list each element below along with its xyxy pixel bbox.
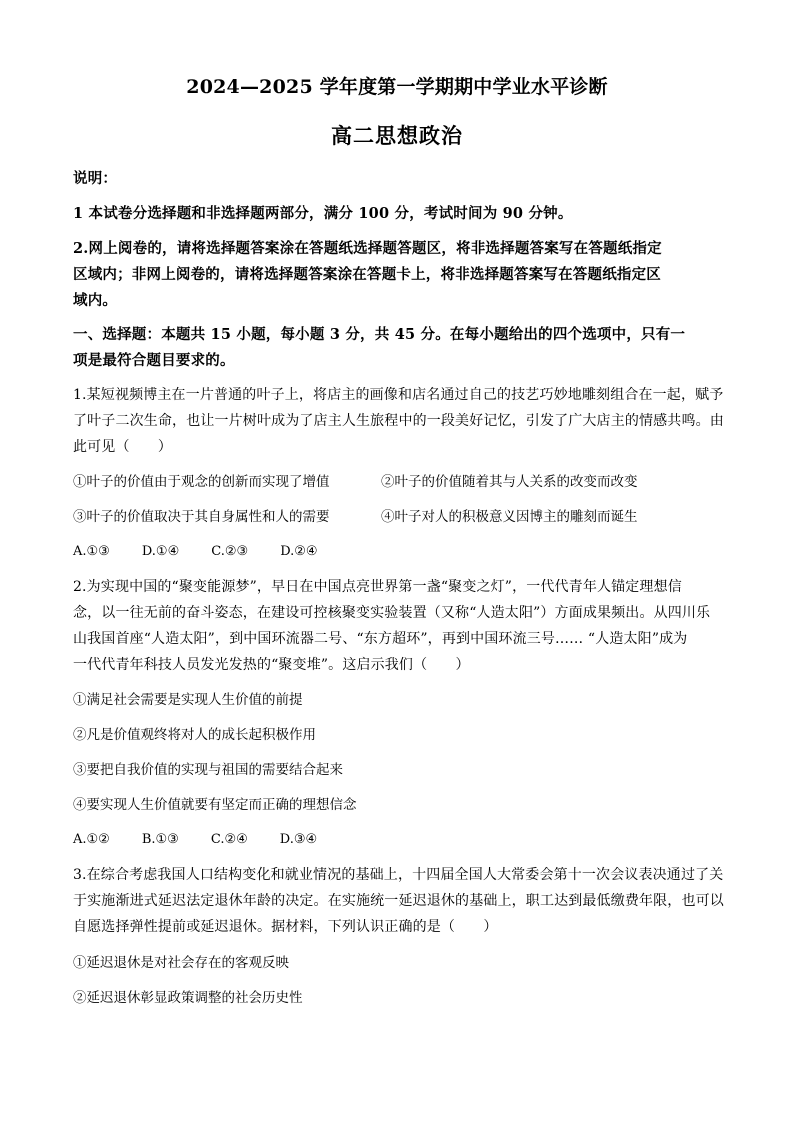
notes-item-1: 1 本试卷分选择题和非选择题两部分，满分 100 分，考试时间为 90 分钟。 [73,205,573,222]
q1-choice-a: A.①③ [73,544,110,559]
q2-option-4: ④要实现人生价值就要有坚定而正确的理想信念 [73,797,357,813]
q2-stem-line-4: 一代代青年科技人员发光发热的“聚变堆”。这启示我们（ ） [73,657,470,673]
q2-choice-a: A.①② [73,832,110,847]
q3-option-2: ②延迟退休彰显政策调整的社会历史性 [73,990,303,1006]
q3-stem-line-3: 自愿选择弹性提前或延迟退休。据材料，下列认识正确的是（ ） [73,919,498,935]
q1-stem-line-2: 了叶子二次生命，也让一片树叶成为了店主人生旅程中的一段美好记忆，引发了广大店主的情感共鸣。由 [73,413,724,429]
q2-stem-line-2: 念，以一往无前的奋斗姿态，在建设可控核聚变实验装置（又称“人造太阳”）方面成果频出。从四川乐 [73,605,711,621]
q2-stem-line-3: 山我国首座“人造太阳”，到中国环流器二号、“东方超环”，再到中国环流三号…… “人造太阳”成为 [73,631,688,647]
exam-subject: 高二思想政治 [331,123,463,148]
notes-item-2-line-3: 域内。 [73,292,118,309]
q1-option-1: ①叶子的价值由于观念的创新而实现了增值 [73,474,330,490]
q2-option-1: ①满足社会需要是实现人生价值的前提 [73,692,303,708]
q1-choice-d: D.②④ [280,544,318,559]
q3-stem-line-2: 于实施渐进式延迟法定退休年龄的决定。在实施统一延迟退休的基础上，职工达到最低缴费年限，也可以 [73,893,724,909]
q2-option-3: ③要把自我价值的实现与祖国的需要结合起来 [73,762,343,778]
q2-choice-d: D.③④ [279,832,318,847]
notes-item-2-line-1: 2.网上阅卷的，请将选择题答案涂在答题纸选择题答题区，将非选择题答案写在答题纸指定 [73,240,662,257]
q2-stem-line-1: 2.为实现中国的“聚变能源梦”，早日在中国点亮世界第一盏“聚变之灯”，一代代青年人锚定理想信 [73,579,682,595]
q2-choice-b: B.①③ [141,832,179,847]
q1-option-3: ③叶子的价值取决于其自身属性和人的需要 [73,509,330,525]
section-heading-line-1: 一、选择题：本题共 15 小题，每小题 3 分，共 45 分。在每小题给出的四个选项中，只有一 [73,326,686,343]
q1-choice-c: C.②③ [211,544,249,559]
q1-option-2: ②叶子的价值随着其与人关系的改变而改变 [381,474,638,490]
q2-choices [73,831,349,849]
exam-title: 2024—2025 学年度第一学期期中学业水平诊断 [186,76,608,98]
notes-item-2-line-2: 区域内；非网上阅卷的，请将选择题答案涂在答题卡上，将非选择题答案写在答题纸指定区 [73,266,661,283]
q2-option-2: ②凡是价值观终将对人的成长起积极作用 [73,727,316,743]
q2-choice-c: C.②④ [210,832,248,847]
section-heading-line-2: 项是最符合题目要求的。 [73,352,235,369]
q1-option-4: ④叶子对人的积极意义因博主的雕刻而诞生 [381,509,638,525]
q1-stem-line-3: 此可见（ ） [73,439,173,455]
q1-choices [73,543,350,561]
q3-stem-line-1: 3.在综合考虑我国人口结构变化和就业情况的基础上，十四届全国人大常委会第十一次会议表决通过了关 [73,867,724,883]
q1-stem-line-1: 1.某短视频博主在一片普通的叶子上，将店主的画像和店名通过自己的技艺巧妙地雕刻组合在一起，赋予 [73,387,724,403]
q3-option-1: ①延迟退休是对社会存在的客观反映 [73,955,289,971]
q1-choice-b: D.①④ [141,544,180,559]
notes-heading: 说明： [73,170,118,187]
